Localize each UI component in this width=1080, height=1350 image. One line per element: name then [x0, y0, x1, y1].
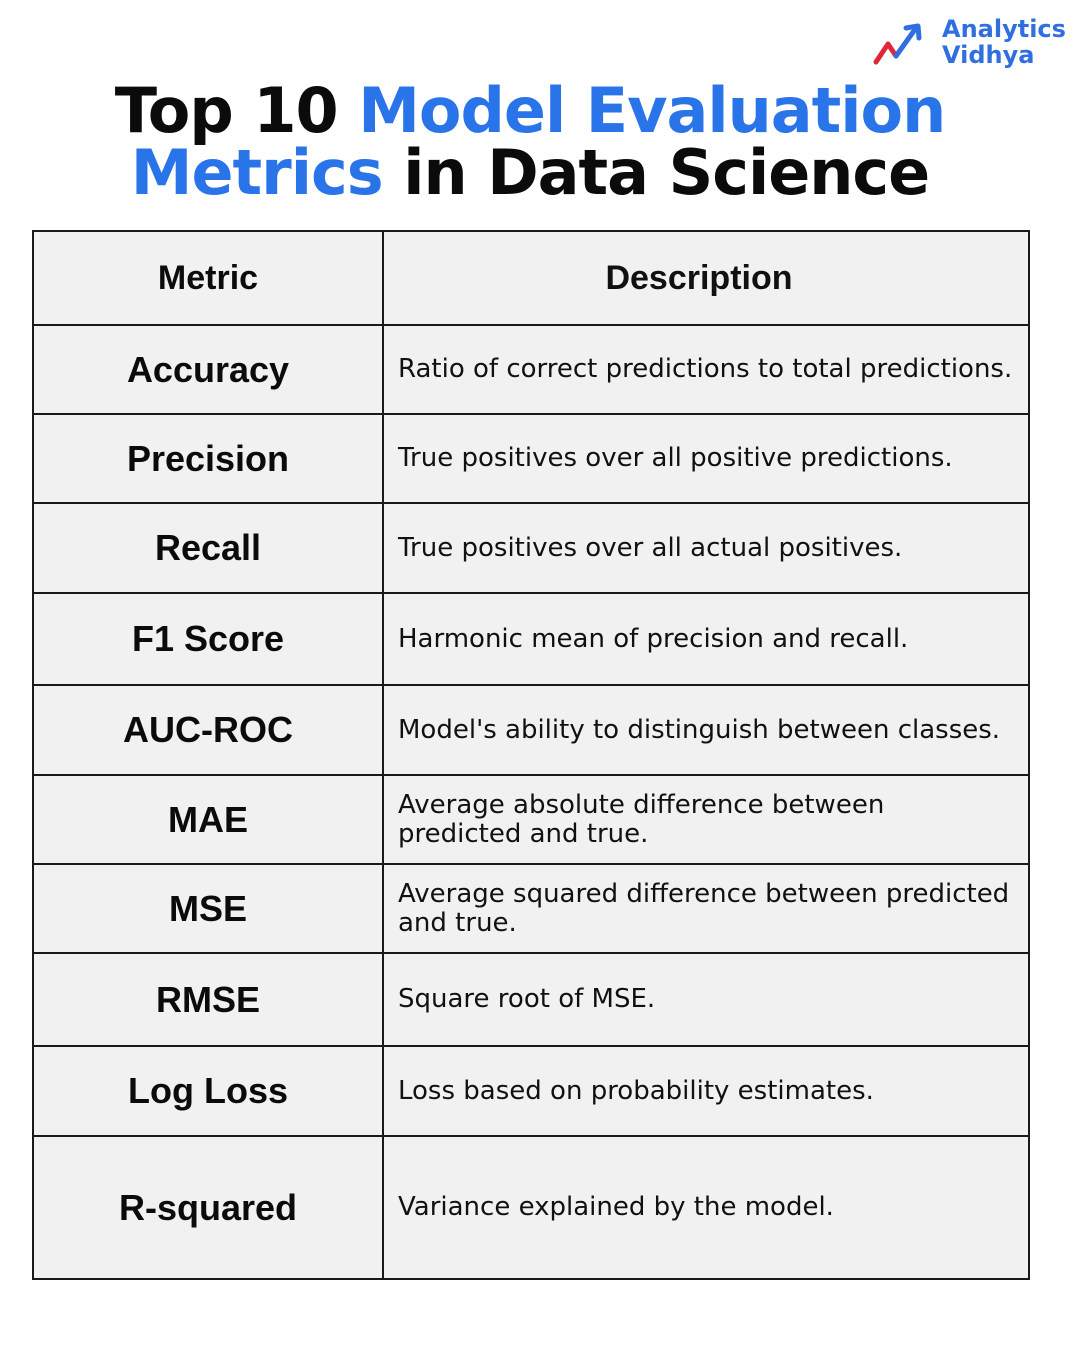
metric-name: Accuracy	[34, 326, 384, 413]
metric-name: AUC-ROC	[34, 686, 384, 774]
brand-line2: Vidhya	[942, 41, 1035, 69]
table-row	[34, 686, 1028, 776]
table-row	[34, 954, 1028, 1047]
table-header-row	[34, 232, 1028, 326]
table-row	[34, 504, 1028, 594]
metric-description: Average squared difference between predicted and true.	[398, 878, 1010, 938]
metric-name: MAE	[34, 776, 384, 863]
metric-name: R-squared	[34, 1137, 384, 1278]
metric-description: Average absolute difference between predicted and true.	[398, 789, 885, 849]
page-title	[0, 74, 1060, 209]
metric-description: Variance explained by the model.	[398, 1192, 834, 1222]
table-row	[34, 415, 1028, 504]
brand-logo	[872, 16, 1072, 72]
trend-arrow-icon	[872, 20, 934, 70]
brand-line1: Analytics	[942, 15, 1066, 43]
title-part-2: Model Evaluation	[358, 74, 946, 147]
metric-description: True positives over all positive predictions.	[398, 443, 953, 473]
table-row	[34, 776, 1028, 865]
header-description: Description	[605, 258, 793, 297]
table-row	[34, 1047, 1028, 1137]
title-part-4: in Data Science	[382, 136, 930, 209]
table-row	[34, 865, 1028, 954]
metric-description: Harmonic mean of precision and recall.	[398, 623, 909, 654]
metric-description: Model's ability to distinguish between classes.	[398, 714, 1001, 745]
metrics-table	[32, 230, 1030, 1280]
title-part-1: Top 10	[114, 74, 359, 147]
metric-name: Log Loss	[34, 1047, 384, 1135]
metric-description: Ratio of correct predictions to total predictions.	[398, 354, 1013, 384]
header-metric: Metric	[34, 232, 384, 324]
metric-name: RMSE	[34, 954, 384, 1045]
metric-name: F1 Score	[34, 594, 384, 684]
table-row	[34, 1137, 1028, 1278]
metric-description: True positives over all actual positives.	[398, 532, 903, 563]
metric-description: Loss based on probability estimates.	[398, 1075, 874, 1106]
metric-name: MSE	[34, 865, 384, 952]
title-line-1	[0, 74, 1060, 147]
metric-name: Recall	[34, 504, 384, 592]
table-row	[34, 326, 1028, 415]
metric-name: Precision	[34, 415, 384, 502]
title-line-2	[0, 136, 1060, 209]
table-row	[34, 594, 1028, 686]
metric-description: Square root of MSE.	[398, 984, 656, 1014]
title-part-3: Metrics	[130, 136, 383, 209]
brand-name	[942, 16, 1066, 68]
